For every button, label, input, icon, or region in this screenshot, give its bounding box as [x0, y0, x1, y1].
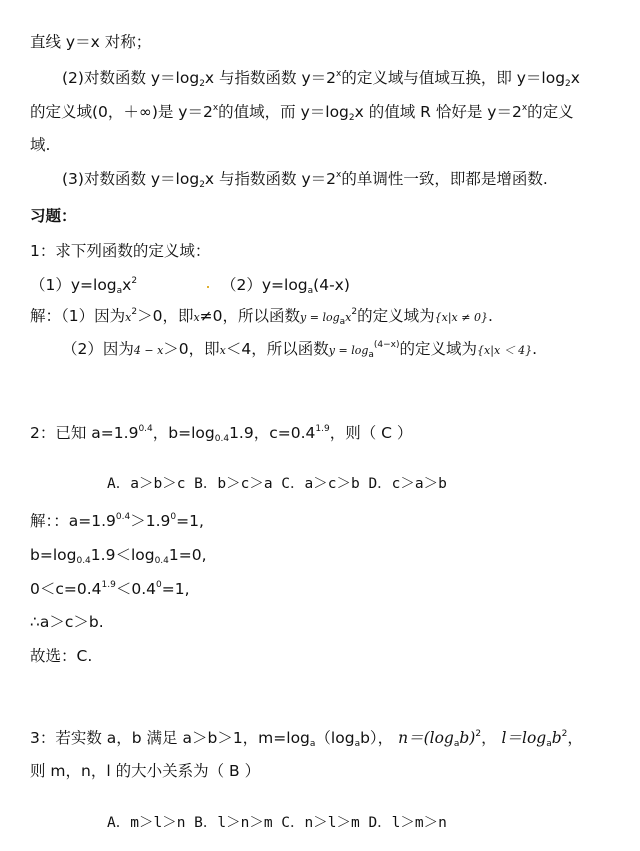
question-1-part-1: $(1)y=\log_ax^2$	[30, 276, 138, 296]
paragraph-2-line-1: (2)对数函数 $y=\log_2x$ 与指数函数 $y=2^x$的定义域与值域互换，即 $y=\log_2x$	[62, 69, 580, 89]
question-2-solution-line-4: ∴a＞c＞b.	[30, 613, 104, 631]
question-1-title: 1：求下列函数的定义域：	[30, 242, 211, 260]
text-line-1: 直线 y＝x 对称；	[30, 33, 152, 51]
question-2-solution-line-1: 解：：$a=1.9^{0.4}>1.9^0=1$,	[30, 512, 204, 530]
question-2-solution-line-2: $b=\log_{0.4}1.9<\log_{0.4}1=0$,	[30, 546, 207, 566]
stray-dot	[207, 286, 209, 288]
exercises-heading: 习题：	[30, 207, 77, 225]
question-1-part-2: $(2)y=\log_a(4-x)$	[221, 276, 350, 296]
question-2-options: A．a＞b＞c B．b＞c＞a C．a＞c＞b D．c＞a＞b	[107, 476, 447, 492]
paragraph-2-line-2: 的定义域(0，＋∞)是 $y=2^x$的值域，而 $y=\log_2x$ 的值域 R 恰好是 $y=2^x$的定义	[30, 103, 574, 123]
question-1-solution-2: （2）因为4 − x＞0，即x＜4，所以函数$y = \log_a^{(4-x)}$的定义域为{x|x ＜ 4}.	[62, 340, 538, 360]
question-3-line-2: 则 m，n，l 的大小关系为（ B ）	[30, 762, 261, 780]
question-3-stem: 3：若实数 a，b 满足 a＞b＞1，$m=\log_a(\log_ab)$， $n=(\log_ab)^2$， $l=\log_ab^2$，	[30, 729, 583, 749]
question-1-solution-1: 解：（1）因为$x^2>0$，即x≠0，所以函数$y = \log_ax^2$的定义域为{x|x ≠ 0}.	[30, 307, 493, 327]
question-2-solution-line-3: $0<c=0.4^{1.9}<0.4^0=1$,	[30, 580, 190, 598]
question-2-solution-line-5: 故选：C.	[30, 647, 93, 665]
paragraph-3: (3)对数函数 $y=\log_2x$ 与指数函数 $y=2^x$的单调性一致，即都是增函数.	[62, 170, 548, 190]
question-3-options: A．m＞l＞n B．l＞n＞m C．n＞l＞m D．l＞m＞n	[107, 815, 447, 831]
question-2-stem: 2：已知 $a=1.9^{0.4}$，$b=\log_{0.4}1.9$，$c=0.4^{1.9}$，则（ C ）	[30, 424, 413, 444]
paragraph-2-line-3: 域.	[30, 136, 51, 154]
